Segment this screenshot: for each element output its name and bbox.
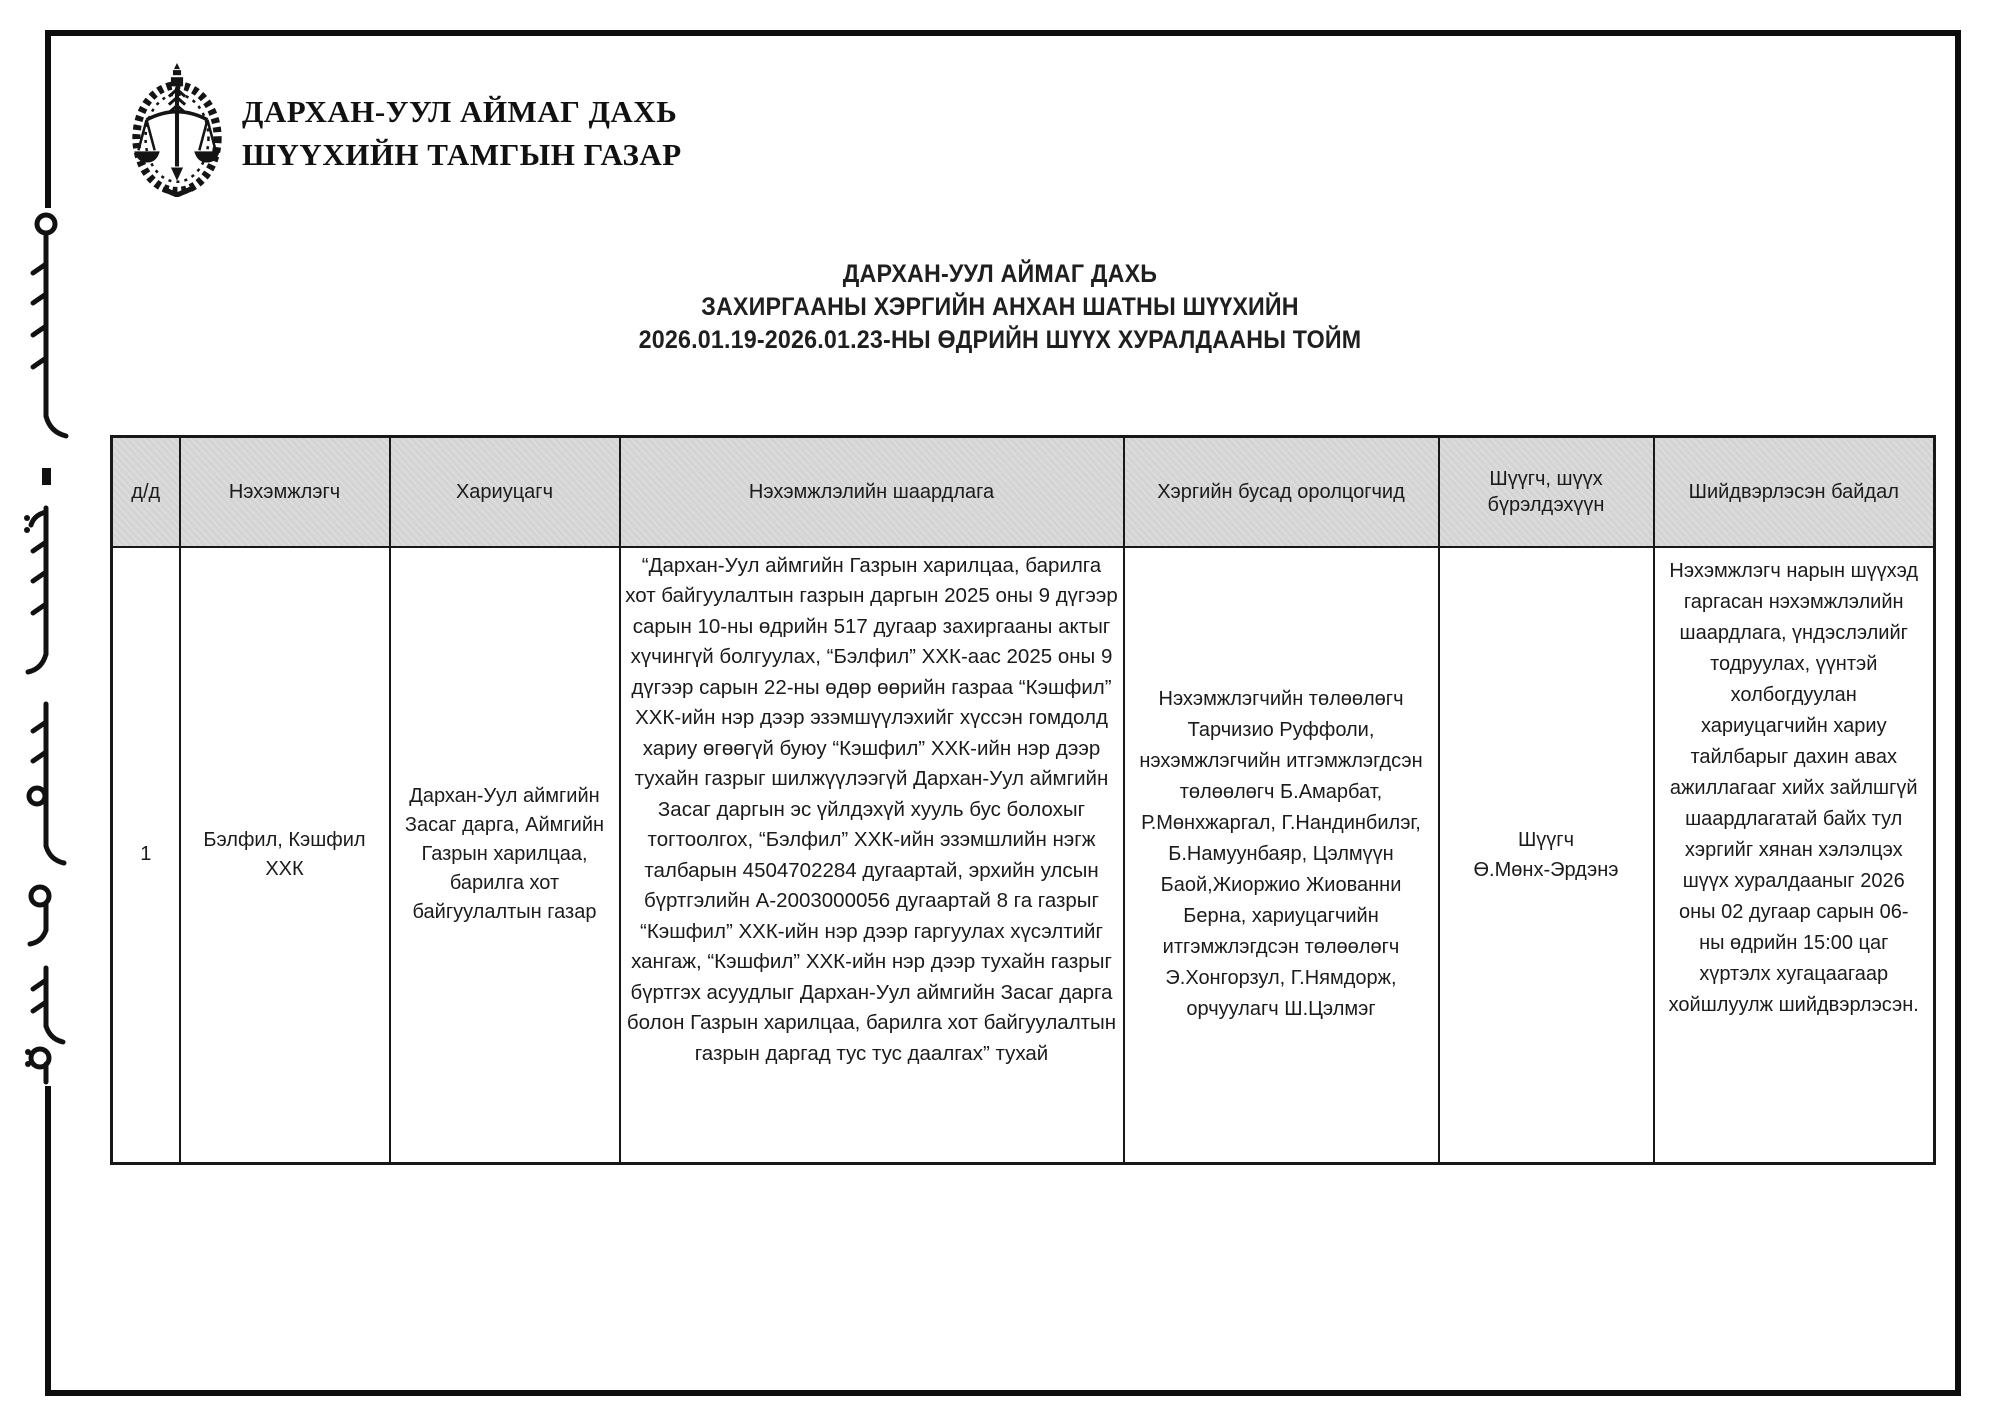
- defendant-cell: Дархан-Уул аймгийн Засаг дарга, Аймгийн Газрын харилцаа, барилга хот байгуулалтын газар: [390, 547, 620, 1164]
- header-plaintiff: Нэхэмжлэгч: [180, 437, 390, 547]
- judge-cell: [1439, 547, 1654, 1164]
- title-line3: 2026.01.19-2026.01.23-НЫ ӨДРИЙН ШҮҮХ ХУРАЛДААНЫ ТОЙМ: [638, 326, 1362, 354]
- header-claim: Нэхэмжлэлийн шаардлага: [620, 437, 1124, 547]
- claim-cell: “Дархан-Уул аймгийн Газрын харилцаа, барилга хот байгуулалтын газрын даргын 2025 оны 9 дүгээр сарын 10-ны өдрийн 517 дугаар захиргааны актыг хүчингүй болгуулах, “Бэлфил” ХХК-аас 2025 оны 9 дүгээр сарын 22-ны өдөр өөрийн газраа “Кэшфил” ХХК-ийн нэр дээр эзэмшүүлэхийг хүссэн гомдолд хариу өгөөгүй буюу “Кэшфил” ХХК-ийн нэр дээр тухайн газрыг шилжүүлээгүй Дархан-Уул аймгийн Засаг даргын эс үйлдэхүй хууль бус болохыг тогтоолгох, “Бэлфил” ХХК-ийн эзэмшлийн нэгж талбарын 4504702284 дугаартай, эрхийн улсын бүртгэлийн А-2003000056 дугаартай 8 га газрыг “Кэшфил” ХХК-ийн нэр дээр гаргуулах хүсэлтийг хангаж, “Кэшфил” ХХК-ийн нэр дээр тухайн газрыг бүртгэх асуудлыг Дархан-Уул аймгийн Засаг дарга болон Газрын харилцаа, барилга хот байгуулалтын газрын даргад тус тус даалгах” тухай: [620, 547, 1124, 1164]
- judge-title: Шүүгч: [1517, 828, 1575, 851]
- letterhead-org-name: [242, 90, 682, 176]
- mongolian-vertical-script-icon: [8, 206, 84, 1086]
- header-participants: Хэргийн бусад оролцогчид: [1124, 437, 1439, 547]
- plaintiff-cell: Бэлфил, Кэшфил ХХК: [180, 547, 390, 1164]
- org-name-line1: ДАРХАН-УУЛ АЙМАГ ДАХЬ: [242, 94, 678, 129]
- document-title: [163, 258, 1837, 357]
- title-line2: ЗАХИРГААНЫ ХЭРГИЙН АНХАН ШАТНЫ ШҮҮХИЙН: [701, 293, 1299, 321]
- page-border-left-upper: [45, 30, 51, 208]
- header-resolution: Шийдвэрлэсэн байдал: [1654, 437, 1935, 547]
- resolution-cell: Нэхэмжлэгч нарын шүүхэд гаргасан нэхэмжлэлийн шаардлага, үндэслэлийг тодруулах, үүнтэй холбогдуулан хариуцагчийн хариу тайлбарыг дахин авах ажиллагааг хийх зайлшгүй шаардлагатай байх тул хэргийг хянан хэлэлцэх шүүх хуралдааныг 2026 оны 02 дугаар сарын 06-ны өдрийн 15:00 цаг хүртэлх хугацаагаар хойшлуулж шийдвэрлэсэн.: [1654, 547, 1935, 1164]
- page-border-right: [1955, 30, 1961, 1396]
- participants-cell: Нэхэмжлэгчийн төлөөлөгч Тарчизио Руффоли, нэхэмжлэгчийн итгэмжлэгдсэн төлөөлөгч Б.Амарбат, Р.Мөнхжаргал, Г.Нандинбилэг, Б.Намуунбаяр, Цэлмүүн Баой,Жиоржио Жиованни Берна, хариуцагчийн итгэмжлэгдсэн төлөөлөгч Э.Хонгорзул, Г.Нямдорж, орчуулагч Ш.Цэлмэг: [1124, 547, 1439, 1164]
- page-border-left-lower: [45, 1086, 51, 1396]
- row-number-cell: 1: [112, 547, 180, 1164]
- page-border-bottom: [45, 1390, 1961, 1396]
- org-name-line2: ШҮҮХИЙН ТАМГЫН ГАЗАР: [242, 137, 682, 172]
- table-header-row: [112, 437, 1935, 547]
- table-row: [112, 547, 1935, 1164]
- header-defendant: Хариуцагч: [390, 437, 620, 547]
- header-judge: Шүүгч, шүүх бүрэлдэхүүн: [1439, 437, 1654, 547]
- judge-name: Ө.Мөнх-Эрдэнэ: [1473, 858, 1619, 881]
- page-border-top: [45, 30, 1961, 36]
- title-line1: ДАРХАН-УУЛ АЙМАГ ДАХЬ: [842, 260, 1158, 288]
- header-number: д/д: [112, 437, 180, 547]
- court-hearing-summary-table: [110, 435, 1936, 1165]
- court-emblem-scales-icon: [126, 63, 228, 197]
